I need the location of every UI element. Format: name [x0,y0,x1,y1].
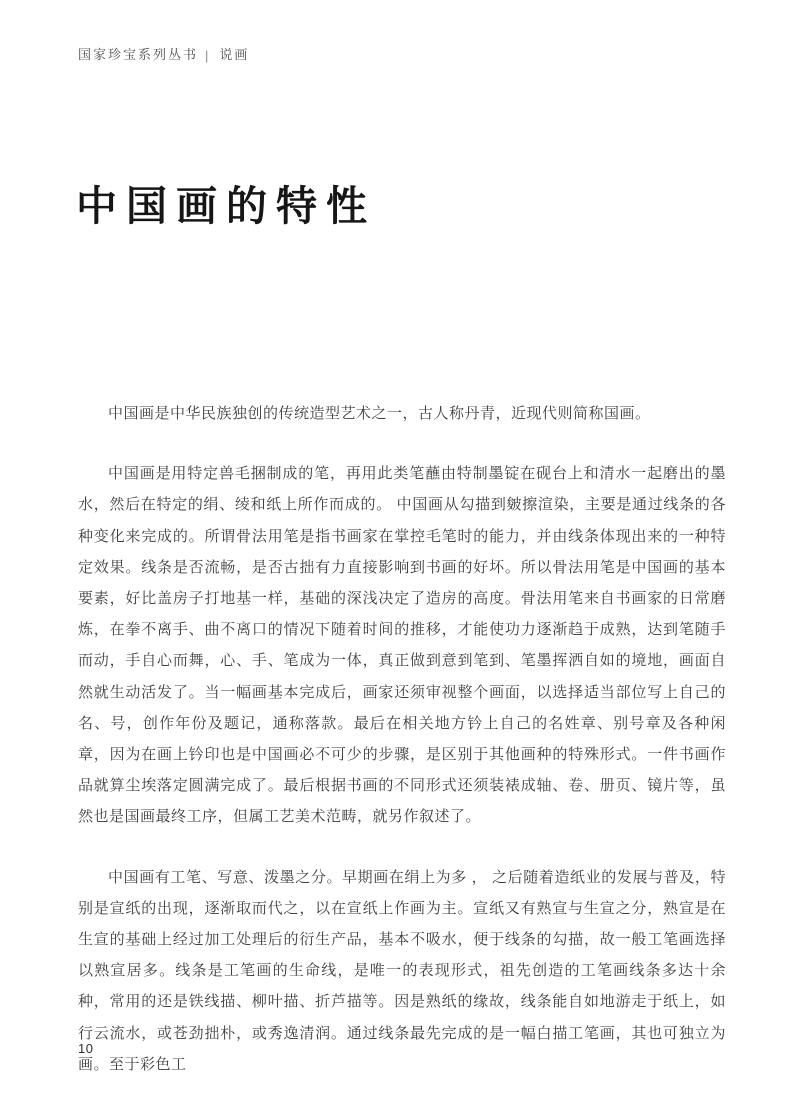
chapter-title: 中国画的特性 [76,183,376,229]
paragraph-brush-and-line: 中国画是用特定兽毛捆制成的笔，再用此类笔蘸由特制墨锭在砚台上和清水一起磨出的墨水，然后在特定的绢、绫和纸上所作而成的。 中国画从勾描到皴擦渲染，主要是通过线条的各种变化来完成的。所谓骨法用笔是指书画家在掌控毛笔时的能力，并由线条体现出来的一种特定效果。线条是否流畅，是否古拙有力直接影响到书画的好坏。所以骨法用笔是中国画的基本要素，好比盖房子打地基一样，基础的深浅决定了造房的高度。骨法用笔来自书画家的日常磨炼，在拳不离手、曲不离口的情况下随着时间的推移，才能使功力逐渐趋于成熟，达到笔随手而动，手自心而舞，心、手、笔成为一体，真正做到意到笔到、笔墨挥洒自如的境地，画面自然就生动活发了。当一幅画基本完成后，画家还须审视整个画面，以选择适当部位写上自己的名、号，创作年份及题记，通称落款。最后在相关地方钤上自己的名姓章、别号章及各种闲章，因为在画上钤印也是中国画必不可少的步骤，是区别于其他画种的特殊形式。一件书画作品就算尘埃落定圆满完成了。最后根据书画的不同形式还须装裱成轴、卷、册页、镜片等，虽然也是国画最终工序，但属工艺美术范畴，就另作叙述了。 [78,465,726,826]
paragraph-gongbi-xieyi: 中国画有工笔、写意、泼墨之分。早期画在绢上为多 ， 之后随着造纸业的发展与普及，特别是宣纸的出现，逐渐取而代之，以在宣纸上作画为主。宣纸又有熟宣与生宣之分，熟宣是在生宣的基础上经过加工处理后的衍生产品，基本不吸水，便于线条的勾描，故一般工笔画选择以熟宣居多。线条是工笔画的生命线，是唯一的表现形式，祖先创造的工笔画线条多达十余种，常用的还是铁线描、柳叶描、折芦描等。因是熟纸的缘故，线条能自如地游走于纸上，如行云流水，或苍劲拙朴，或秀逸清润。通过线条最先完成的是一幅白描工笔画，其也可独立为画。至于彩色工 [78,868,726,1073]
running-header [78,44,249,63]
header-divider: | [205,48,211,63]
series-title: 国家珍宝系列丛书 [78,47,199,62]
book-title: 说画 [219,47,250,62]
body-text [78,398,726,1101]
page-number: 10 [78,1041,94,1056]
paragraph-intro: 中国画是中华民族独创的传统造型艺术之一，古人称丹青，近现代则简称国画。 [108,405,651,422]
